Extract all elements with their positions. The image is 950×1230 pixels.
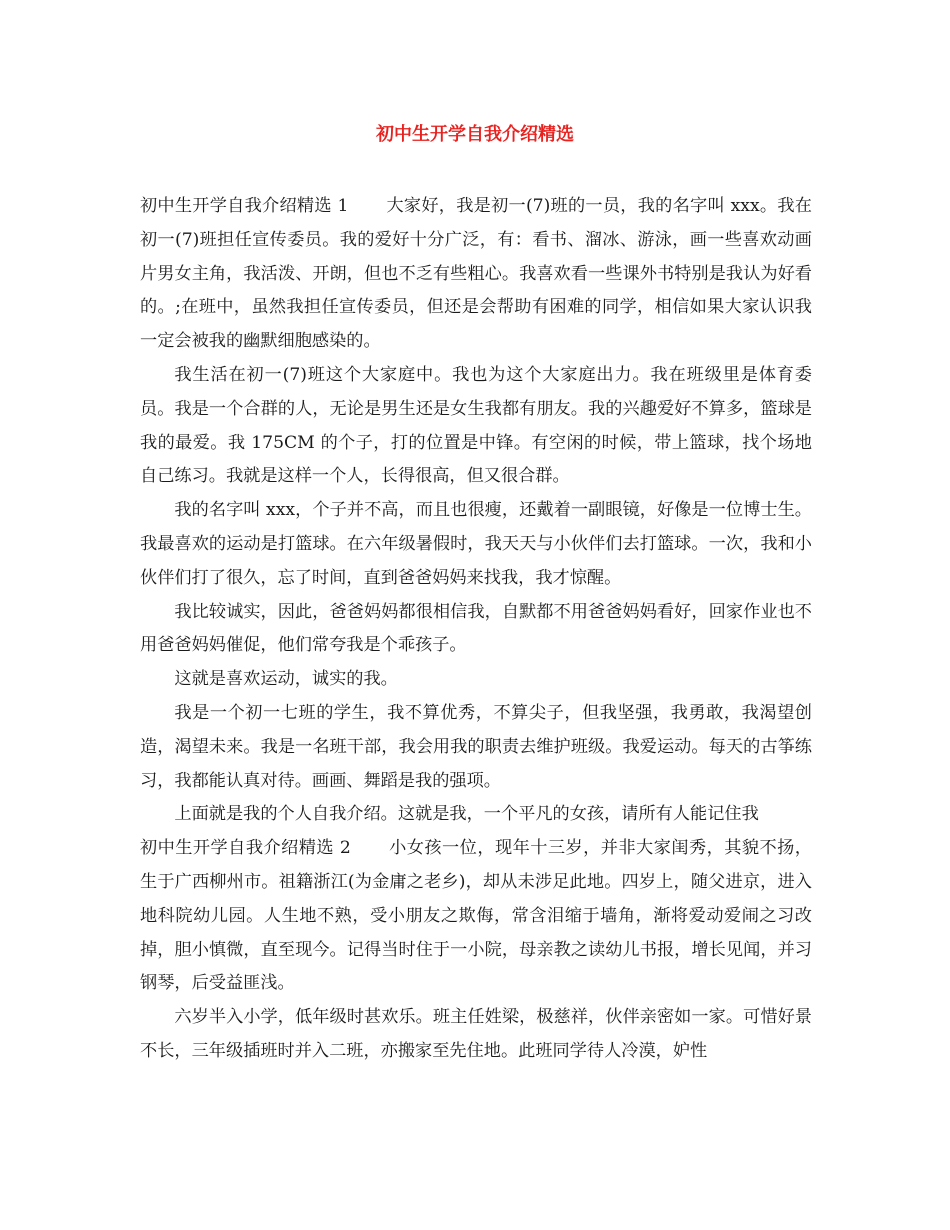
section-heading-2: 初中生开学自我介绍精选 2 bbox=[140, 838, 351, 859]
paragraph-6: 我是一个初一七班的学生，我不算优秀，不算尖子，但我坚强，我勇敢，我渴望创造，渴望未来。我是一名班干部，我会用我的职责去维护班级。我爱运动。每天的古筝练习，我都能认真对待。画画、舞蹈是我的强项。 bbox=[140, 702, 812, 791]
document-title: 初中生开学自我介绍精选 bbox=[376, 124, 574, 145]
paragraph-3: 我的名字叫 xxx，个子并不高，而且也很瘦，还戴着一副眼镜，好像是一位博士生。我最喜欢的运动是打篮球。在六年级暑假时，我天天与小伙伴们去打篮球。一次，我和小伙伴们打了很久，忘了时间，直到爸爸妈妈来找我，我才惊醒。 bbox=[140, 500, 812, 588]
paragraph-7: 上面就是我的个人自我介绍。这就是我，一个平凡的女孩，请所有人能记住我 bbox=[174, 804, 759, 825]
paragraph-text: 小女孩一位，现年十三岁，并非大家闺秀，其貌不扬，生于广西柳州市。祖籍浙江(为金庸之老乡)，却从未涉足此地。四岁上，随父进京，进入地科院幼儿园。人生地不熟，受小朋友之欺侮，常含泪缩于墙角，渐将爱动爱闹之习改掉，胆小慎微，直至现今。记得当时住于一小院，母亲教之读幼儿书报，增长见闻，并习钢琴，后受益匪浅。 bbox=[140, 838, 812, 994]
section-heading-1: 初中生开学自我介绍精选 1 bbox=[140, 196, 349, 216]
paragraph-5: 这就是喜欢运动，诚实的我。 bbox=[174, 669, 398, 690]
paragraph-8 bbox=[140, 832, 812, 1001]
paragraph-9: 六岁半入小学，低年级时甚欢乐。班主任姓梁，极慈祥，伙伴亲密如一家。可惜好景不长，三年级插班时并入二班，亦搬家至先住地。此班同学待人冷漠，妒性 bbox=[140, 1007, 812, 1061]
paragraph-2: 我生活在初一(7)班这个大家庭中。我也为这个大家庭出力。我在班级里是体育委员。我是一个合群的人，无论是男生还是女生我都有朋友。我的兴趣爱好不算多，篮球是我的最爱。我 175CM 的个子，打的位置是中锋。有空闲的时候，带上篮球，找个场地自己练习。我就是这样一个人，长得很高，但又很合群。 bbox=[140, 364, 812, 487]
paragraph-1 bbox=[140, 190, 812, 359]
document-body bbox=[140, 190, 812, 1069]
paragraph-text: 大家好，我是初一(7)班的一员，我的名字叫 xxx。我在初一(7)班担任宣传委员。我的爱好十分广泛，有：看书、溜冰、游泳，画一些喜欢动画片男女主角，我活泼、开朗，但也不乏有些粗心。我喜欢看一些课外书特别是我认为好看的。;在班中，虽然我担任宣传委员，但还是会帮助有困难的同学，相信如果大家认识我一定会被我的幽默细胞感染的。 bbox=[140, 196, 812, 352]
paragraph-4: 我比较诚实，因此，爸爸妈妈都很相信我，自默都不用爸爸妈妈看好，回家作业也不用爸爸妈妈催促，他们常夸我是个乖孩子。 bbox=[140, 601, 812, 656]
